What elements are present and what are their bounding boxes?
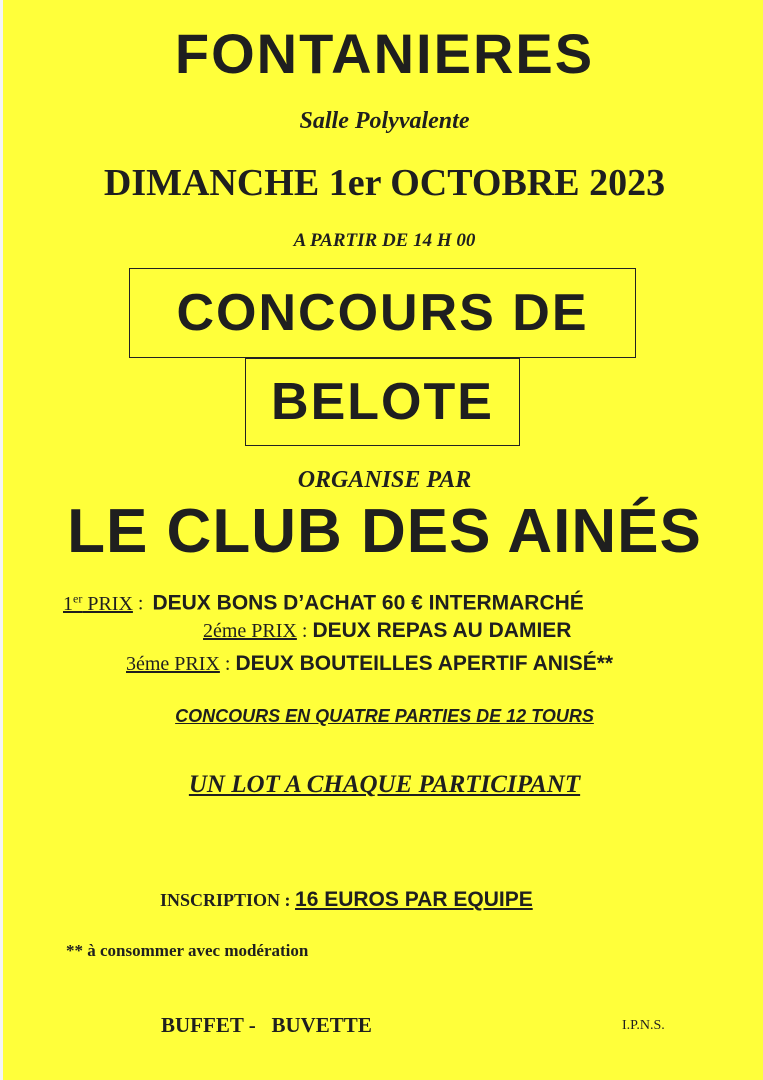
ipns-mark: I.P.N.S.	[622, 1018, 665, 1033]
venue-name: Salle Polyvalente	[299, 108, 470, 134]
inscription-value: 16 EUROS PAR EQUIPE	[295, 888, 533, 911]
prize-third	[126, 650, 613, 680]
lot-info: UN LOT A CHAQUE PARTICIPANT	[188, 771, 581, 798]
event-date: DIMANCHE 1er OCTOBRE 2023	[103, 162, 666, 204]
moderation-note: ** à consommer avec modération	[66, 941, 309, 960]
buffet-buvette: BUFFET - BUVETTE	[161, 1013, 372, 1037]
prize-first-value: DEUX BONS D’ACHAT 60 € INTERMARCHÉ	[152, 591, 584, 615]
prize-second-value: DEUX REPAS AU DAMIER	[312, 619, 572, 642]
prize-first-number: 1	[63, 592, 73, 615]
organiser-label: ORGANISE PAR	[297, 467, 472, 493]
event-title-line1	[129, 268, 636, 358]
prize-third-label: 3éme PRIX	[126, 653, 220, 675]
event-title-line2-text: BELOTE	[271, 373, 494, 431]
town-name: FONTANIERES	[174, 22, 595, 85]
prize-second	[203, 617, 571, 647]
inscription	[160, 885, 533, 917]
prize-first-text: PRIX	[82, 592, 133, 615]
prize-second-label: 2éme PRIX	[203, 620, 297, 642]
prize-first-separator: :	[132, 592, 149, 615]
inscription-label: INSCRIPTION :	[160, 890, 296, 910]
prize-first	[63, 584, 584, 620]
rounds-info: CONCOURS EN QUATRE PARTIES DE 12 TOURS	[175, 706, 594, 726]
organiser-name: LE CLUB DES AINÉS	[67, 497, 702, 566]
prize-third-separator: :	[219, 653, 236, 675]
event-time: A PARTIR DE 14 H 00	[293, 230, 476, 251]
prize-first-label	[63, 593, 133, 615]
prize-third-value: DEUX BOUTEILLES APERTIF ANISÉ**	[235, 652, 614, 675]
prize-second-separator: :	[296, 620, 313, 642]
prize-first-suffix: er	[73, 591, 83, 605]
event-title-line1-text: CONCOURS DE	[176, 284, 589, 342]
event-title-line2	[245, 358, 520, 446]
